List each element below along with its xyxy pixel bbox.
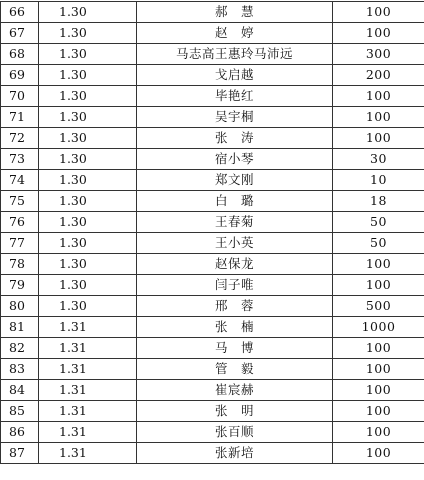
date-cell: 1.31 [39,422,137,443]
amount-cell: 50 [333,233,424,254]
donor-name-cell: 郝 慧 [137,2,333,23]
row-number-cell: 73 [1,149,39,170]
donor-name-cell: 赵 婷 [137,23,333,44]
date-cell: 1.31 [39,317,137,338]
table-row [1,422,424,443]
table-row [1,86,424,107]
table-body [1,2,424,464]
table-row [1,233,424,254]
date-cell: 1.30 [39,191,137,212]
row-number-cell: 74 [1,170,39,191]
donation-table [0,1,424,464]
row-number-cell: 75 [1,191,39,212]
donor-name-cell: 毕艳红 [137,86,333,107]
donor-name-cell: 宿小琴 [137,149,333,170]
row-number-cell: 82 [1,338,39,359]
table-row [1,170,424,191]
amount-cell: 300 [333,44,424,65]
amount-cell: 100 [333,23,424,44]
donor-name-cell: 张 涛 [137,128,333,149]
table-row [1,65,424,86]
donor-name-cell: 崔宸赫 [137,380,333,401]
table-row [1,254,424,275]
row-number-cell: 79 [1,275,39,296]
amount-cell: 100 [333,2,424,23]
date-cell: 1.31 [39,443,137,464]
amount-cell: 100 [333,422,424,443]
donor-name-cell: 邢 蓉 [137,296,333,317]
date-cell: 1.30 [39,65,137,86]
date-cell: 1.30 [39,2,137,23]
donor-name-cell: 张 楠 [137,317,333,338]
row-number-cell: 77 [1,233,39,254]
row-number-cell: 76 [1,212,39,233]
amount-cell: 50 [333,212,424,233]
table-row [1,380,424,401]
donor-name-cell: 管 毅 [137,359,333,380]
date-cell: 1.30 [39,44,137,65]
amount-cell: 100 [333,107,424,128]
row-number-cell: 78 [1,254,39,275]
amount-cell: 100 [333,380,424,401]
amount-cell: 100 [333,254,424,275]
row-number-cell: 80 [1,296,39,317]
row-number-cell: 83 [1,359,39,380]
donor-name-cell: 戈启越 [137,65,333,86]
row-number-cell: 67 [1,23,39,44]
row-number-cell: 71 [1,107,39,128]
date-cell: 1.30 [39,296,137,317]
row-number-cell: 86 [1,422,39,443]
date-cell: 1.30 [39,107,137,128]
date-cell: 1.30 [39,254,137,275]
date-cell: 1.30 [39,275,137,296]
donor-name-cell: 马 博 [137,338,333,359]
row-number-cell: 84 [1,380,39,401]
amount-cell: 200 [333,65,424,86]
donor-name-cell: 马志高王惠玲马沛远 [137,44,333,65]
table-row [1,443,424,464]
date-cell: 1.31 [39,401,137,422]
row-number-cell: 66 [1,2,39,23]
row-number-cell: 87 [1,443,39,464]
amount-cell: 1000 [333,317,424,338]
amount-cell: 100 [333,401,424,422]
donor-name-cell: 赵保龙 [137,254,333,275]
date-cell: 1.30 [39,128,137,149]
row-number-cell: 69 [1,65,39,86]
table-row [1,23,424,44]
date-cell: 1.30 [39,212,137,233]
amount-cell: 100 [333,275,424,296]
date-cell: 1.30 [39,86,137,107]
table-row [1,128,424,149]
date-cell: 1.31 [39,338,137,359]
date-cell: 1.30 [39,170,137,191]
table-row [1,212,424,233]
row-number-cell: 81 [1,317,39,338]
donor-name-cell: 张 明 [137,401,333,422]
table-row [1,149,424,170]
table-row [1,401,424,422]
row-number-cell: 70 [1,86,39,107]
date-cell: 1.31 [39,380,137,401]
donor-name-cell: 张新培 [137,443,333,464]
table-row [1,359,424,380]
table-row [1,317,424,338]
table-row [1,191,424,212]
amount-cell: 100 [333,128,424,149]
donor-name-cell: 张百顺 [137,422,333,443]
table-row [1,44,424,65]
donor-name-cell: 白 璐 [137,191,333,212]
amount-cell: 500 [333,296,424,317]
date-cell: 1.30 [39,23,137,44]
amount-cell: 18 [333,191,424,212]
date-cell: 1.30 [39,233,137,254]
row-number-cell: 72 [1,128,39,149]
table-row [1,338,424,359]
amount-cell: 100 [333,443,424,464]
amount-cell: 30 [333,149,424,170]
amount-cell: 100 [333,86,424,107]
donor-name-cell: 吴宇桐 [137,107,333,128]
row-number-cell: 68 [1,44,39,65]
date-cell: 1.31 [39,359,137,380]
amount-cell: 100 [333,338,424,359]
table-row [1,275,424,296]
table-row [1,296,424,317]
donor-name-cell: 王小英 [137,233,333,254]
table-row [1,2,424,23]
donor-name-cell: 闫子唯 [137,275,333,296]
amount-cell: 100 [333,359,424,380]
date-cell: 1.30 [39,149,137,170]
donor-name-cell: 郑文刚 [137,170,333,191]
row-number-cell: 85 [1,401,39,422]
amount-cell: 10 [333,170,424,191]
table-row [1,107,424,128]
donor-name-cell: 王春菊 [137,212,333,233]
